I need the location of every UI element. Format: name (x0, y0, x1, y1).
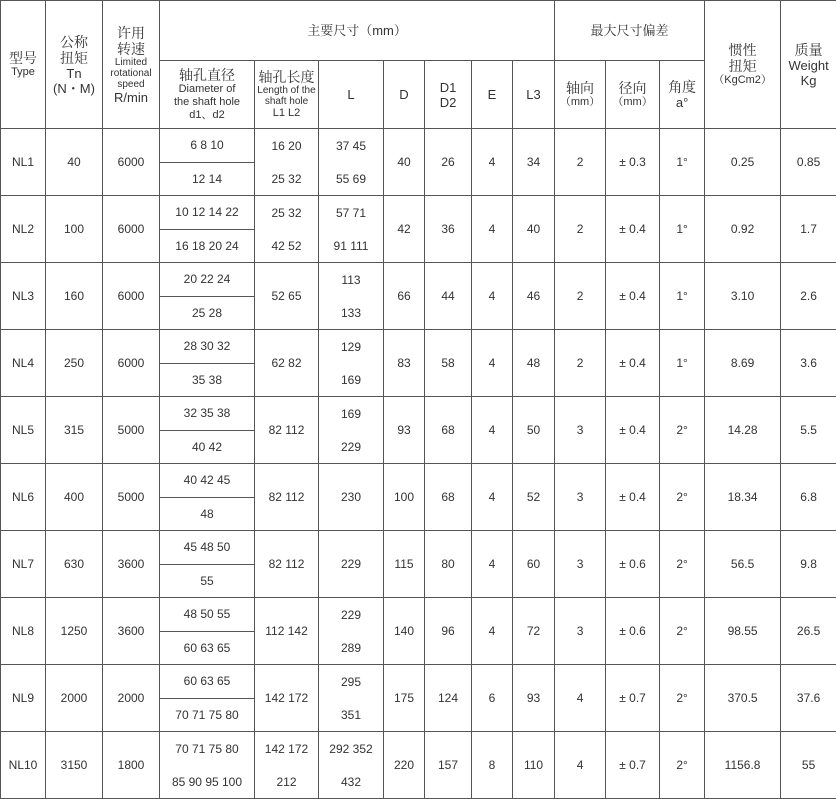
cell-L-value: 351 (341, 708, 361, 722)
cell-L (319, 531, 384, 598)
cell-torque: 250 (46, 330, 103, 397)
cell-type: NL1 (1, 129, 46, 196)
cell-D1: 26 (425, 129, 472, 196)
cell-E: 4 (472, 263, 513, 330)
cell-type: NL4 (1, 330, 46, 397)
cell-axial: 4 (555, 665, 606, 732)
cell-torque: 400 (46, 464, 103, 531)
header-bore: 轴孔直径 Diameter of the shaft hole d1、d2 (160, 61, 255, 129)
table-row (1, 129, 836, 196)
cell-type: NL7 (1, 531, 46, 598)
cell-angle: 2° (660, 531, 705, 598)
cell-weight: 9.8 (781, 531, 836, 598)
cell-bore-value: 70 71 75 80 (160, 699, 254, 732)
cell-L-value: 169 (341, 407, 361, 421)
cell-torque: 100 (46, 196, 103, 263)
cell-weight: 26.5 (781, 598, 836, 665)
cell-length (255, 263, 319, 330)
cell-bore-value: 10 12 14 22 (160, 196, 254, 230)
cell-torque: 160 (46, 263, 103, 330)
cell-L (319, 464, 384, 531)
cell-length (255, 196, 319, 263)
cell-angle: 2° (660, 598, 705, 665)
cell-L (319, 196, 384, 263)
cell-L3: 50 (513, 397, 555, 464)
cell-bore-value: 25 28 (160, 297, 254, 330)
cell-angle: 2° (660, 397, 705, 464)
cell-length-value: 82 112 (269, 490, 305, 504)
cell-D1: 68 (425, 397, 472, 464)
cell-inertia: 18.34 (705, 464, 781, 531)
cell-axial: 2 (555, 196, 606, 263)
cell-E: 6 (472, 665, 513, 732)
cell-E: 4 (472, 330, 513, 397)
table-row (1, 732, 836, 799)
cell-L-value: 169 (341, 373, 361, 387)
cell-torque: 630 (46, 531, 103, 598)
cell-speed: 5000 (103, 464, 160, 531)
cell-axial: 2 (555, 263, 606, 330)
cell-bore-value: 48 (160, 498, 254, 531)
cell-D: 66 (384, 263, 425, 330)
cell-inertia: 8.69 (705, 330, 781, 397)
cell-D: 40 (384, 129, 425, 196)
cell-D: 175 (384, 665, 425, 732)
cell-angle: 2° (660, 464, 705, 531)
cell-L (319, 397, 384, 464)
cell-L (319, 129, 384, 196)
cell-bore (160, 732, 255, 799)
cell-bore-value: 55 (160, 565, 254, 598)
cell-length-value: 212 (276, 775, 296, 789)
cell-L3: 40 (513, 196, 555, 263)
cell-length (255, 732, 319, 799)
cell-length (255, 531, 319, 598)
cell-torque: 3150 (46, 732, 103, 799)
header-main-dims: 主要尺寸（mm） (160, 1, 555, 61)
table-row (1, 397, 836, 464)
cell-speed: 6000 (103, 263, 160, 330)
cell-L-value: 229 (341, 440, 361, 454)
cell-weight: 37.6 (781, 665, 836, 732)
cell-type: NL5 (1, 397, 46, 464)
cell-inertia: 370.5 (705, 665, 781, 732)
cell-length (255, 330, 319, 397)
cell-D1: 58 (425, 330, 472, 397)
cell-angle: 1° (660, 129, 705, 196)
header-E: E (472, 61, 513, 129)
cell-E: 4 (472, 196, 513, 263)
cell-D1: 36 (425, 196, 472, 263)
cell-L-value: 230 (341, 490, 361, 504)
header-speed: 许用 转速 Limited rotational speed R/min (103, 1, 160, 129)
cell-L-value: 229 (341, 557, 361, 571)
cell-weight: 55 (781, 732, 836, 799)
cell-axial: 4 (555, 732, 606, 799)
cell-bore (160, 464, 255, 531)
cell-axial: 2 (555, 129, 606, 196)
cell-bore-value: 40 42 45 (160, 464, 254, 498)
cell-L3: 93 (513, 665, 555, 732)
cell-inertia: 3.10 (705, 263, 781, 330)
cell-radial: ± 0.6 (606, 598, 660, 665)
cell-inertia: 0.25 (705, 129, 781, 196)
cell-E: 4 (472, 129, 513, 196)
cell-E: 8 (472, 732, 513, 799)
cell-axial: 3 (555, 464, 606, 531)
cell-L-value: 229 (341, 608, 361, 622)
cell-length-value: 25 32 (271, 206, 301, 220)
cell-L-value: 37 45 (336, 139, 366, 153)
cell-bore-value: 20 22 24 (160, 263, 254, 297)
cell-bore (160, 263, 255, 330)
cell-axial: 2 (555, 330, 606, 397)
cell-D: 83 (384, 330, 425, 397)
header-L3: L3 (513, 61, 555, 129)
cell-L-value: 432 (341, 775, 361, 789)
cell-D1: 96 (425, 598, 472, 665)
table-row (1, 196, 836, 263)
cell-D1: 80 (425, 531, 472, 598)
cell-length-value: 52 65 (271, 289, 301, 303)
cell-length-value: 82 112 (269, 423, 305, 437)
cell-axial: 3 (555, 531, 606, 598)
cell-weight: 2.6 (781, 263, 836, 330)
cell-L3: 52 (513, 464, 555, 531)
table-row (1, 665, 836, 732)
cell-D1: 44 (425, 263, 472, 330)
cell-speed: 6000 (103, 129, 160, 196)
cell-length-value: 82 112 (269, 557, 305, 571)
cell-bore-value: 28 30 32 (160, 330, 254, 364)
header-axial: 轴向 （mm） (555, 61, 606, 129)
cell-inertia: 0.92 (705, 196, 781, 263)
cell-weight: 6.8 (781, 464, 836, 531)
cell-L-value: 292 352 (329, 742, 372, 756)
table-body (1, 129, 836, 799)
cell-type: NL2 (1, 196, 46, 263)
cell-L (319, 263, 384, 330)
cell-bore-value: 32 35 38 (160, 397, 254, 431)
table-row (1, 263, 836, 330)
cell-L-value: 289 (341, 641, 361, 655)
cell-bore-value: 85 90 95 100 (172, 775, 242, 789)
cell-axial: 3 (555, 598, 606, 665)
cell-bore-value: 16 18 20 24 (160, 230, 254, 263)
cell-inertia: 56.5 (705, 531, 781, 598)
cell-radial: ± 0.7 (606, 732, 660, 799)
cell-inertia: 1156.8 (705, 732, 781, 799)
cell-length-value: 142 172 (265, 691, 308, 705)
cell-radial: ± 0.4 (606, 263, 660, 330)
cell-angle: 1° (660, 330, 705, 397)
cell-bore-value: 40 42 (160, 431, 254, 464)
cell-bore (160, 196, 255, 263)
cell-weight: 5.5 (781, 397, 836, 464)
cell-speed: 5000 (103, 397, 160, 464)
cell-bore (160, 531, 255, 598)
cell-L-value: 133 (341, 306, 361, 320)
header-radial: 径向 （mm） (606, 61, 660, 129)
cell-torque: 1250 (46, 598, 103, 665)
cell-speed: 3600 (103, 598, 160, 665)
header-L: L (319, 61, 384, 129)
cell-inertia: 98.55 (705, 598, 781, 665)
cell-torque: 40 (46, 129, 103, 196)
cell-L3: 34 (513, 129, 555, 196)
cell-radial: ± 0.4 (606, 397, 660, 464)
header-torque: 公称 扭矩 Tn (N・M) (46, 1, 103, 129)
cell-bore (160, 397, 255, 464)
table-row (1, 598, 836, 665)
cell-length-value: 42 52 (271, 239, 301, 253)
cell-length-value: 16 20 (271, 139, 301, 153)
cell-D: 100 (384, 464, 425, 531)
cell-speed: 6000 (103, 330, 160, 397)
cell-L3: 60 (513, 531, 555, 598)
cell-speed: 3600 (103, 531, 160, 598)
cell-speed: 6000 (103, 196, 160, 263)
cell-bore (160, 129, 255, 196)
header-D1-D2: D1 D2 (425, 61, 472, 129)
cell-type: NL6 (1, 464, 46, 531)
cell-angle: 1° (660, 263, 705, 330)
table-row (1, 464, 836, 531)
cell-bore-value: 12 14 (160, 163, 254, 196)
cell-type: NL3 (1, 263, 46, 330)
cell-L3: 110 (513, 732, 555, 799)
cell-bore (160, 665, 255, 732)
cell-E: 4 (472, 464, 513, 531)
cell-length (255, 598, 319, 665)
cell-type: NL9 (1, 665, 46, 732)
cell-D: 42 (384, 196, 425, 263)
cell-radial: ± 0.7 (606, 665, 660, 732)
cell-bore (160, 330, 255, 397)
cell-E: 4 (472, 598, 513, 665)
cell-L3: 46 (513, 263, 555, 330)
cell-speed: 2000 (103, 665, 160, 732)
header-length: 轴孔长度 Length of the shaft hole L1 L2 (255, 61, 319, 129)
cell-L-value: 129 (341, 340, 361, 354)
header-weight: 质量 Weight Kg (781, 1, 836, 129)
cell-length (255, 129, 319, 196)
cell-angle: 1° (660, 196, 705, 263)
header-max-deviation: 最大尺寸偏差 (555, 1, 705, 61)
cell-length-value: 112 142 (265, 624, 308, 638)
cell-E: 4 (472, 531, 513, 598)
header-type: 型号 Type (1, 1, 46, 129)
cell-L (319, 732, 384, 799)
cell-radial: ± 0.6 (606, 531, 660, 598)
cell-D: 115 (384, 531, 425, 598)
cell-radial: ± 0.4 (606, 196, 660, 263)
header-angle: 角度 a° (660, 61, 705, 129)
cell-angle: 2° (660, 732, 705, 799)
cell-angle: 2° (660, 665, 705, 732)
cell-length-value: 25 32 (271, 172, 301, 186)
cell-weight: 0.85 (781, 129, 836, 196)
cell-type: NL8 (1, 598, 46, 665)
cell-L-value: 295 (341, 675, 361, 689)
cell-bore-value: 48 50 55 (160, 598, 254, 632)
cell-length-value: 142 172 (265, 742, 308, 756)
cell-D1: 68 (425, 464, 472, 531)
cell-bore (160, 598, 255, 665)
cell-L-value: 55 69 (336, 172, 366, 186)
cell-radial: ± 0.4 (606, 464, 660, 531)
cell-L (319, 665, 384, 732)
cell-bore-value: 6 8 10 (160, 129, 254, 163)
cell-L-value: 113 (341, 273, 360, 287)
cell-weight: 3.6 (781, 330, 836, 397)
cell-D: 220 (384, 732, 425, 799)
cell-E: 4 (472, 397, 513, 464)
cell-L (319, 330, 384, 397)
cell-L-value: 91 111 (334, 239, 369, 253)
cell-length (255, 665, 319, 732)
cell-D: 93 (384, 397, 425, 464)
cell-axial: 3 (555, 397, 606, 464)
cell-speed: 1800 (103, 732, 160, 799)
cell-torque: 2000 (46, 665, 103, 732)
cell-bore-value: 35 38 (160, 364, 254, 397)
cell-D1: 124 (425, 665, 472, 732)
cell-bore-value: 60 63 65 (160, 632, 254, 665)
cell-length (255, 464, 319, 531)
cell-inertia: 14.28 (705, 397, 781, 464)
cell-torque: 315 (46, 397, 103, 464)
cell-L (319, 598, 384, 665)
table-row (1, 531, 836, 598)
cell-D: 140 (384, 598, 425, 665)
cell-bore-value: 60 63 65 (160, 665, 254, 699)
cell-D1: 157 (425, 732, 472, 799)
cell-radial: ± 0.4 (606, 330, 660, 397)
cell-length (255, 397, 319, 464)
cell-type: NL10 (1, 732, 46, 799)
cell-bore-value: 70 71 75 80 (175, 742, 238, 756)
cell-L3: 48 (513, 330, 555, 397)
cell-L-value: 57 71 (336, 206, 366, 220)
cell-weight: 1.7 (781, 196, 836, 263)
table-row (1, 330, 836, 397)
cell-radial: ± 0.3 (606, 129, 660, 196)
header-D: D (384, 61, 425, 129)
cell-length-value: 62 82 (271, 356, 301, 370)
cell-L3: 72 (513, 598, 555, 665)
header-inertia: 惯性 扭矩 （KgCm2） (705, 1, 781, 129)
cell-bore-value: 45 48 50 (160, 531, 254, 565)
